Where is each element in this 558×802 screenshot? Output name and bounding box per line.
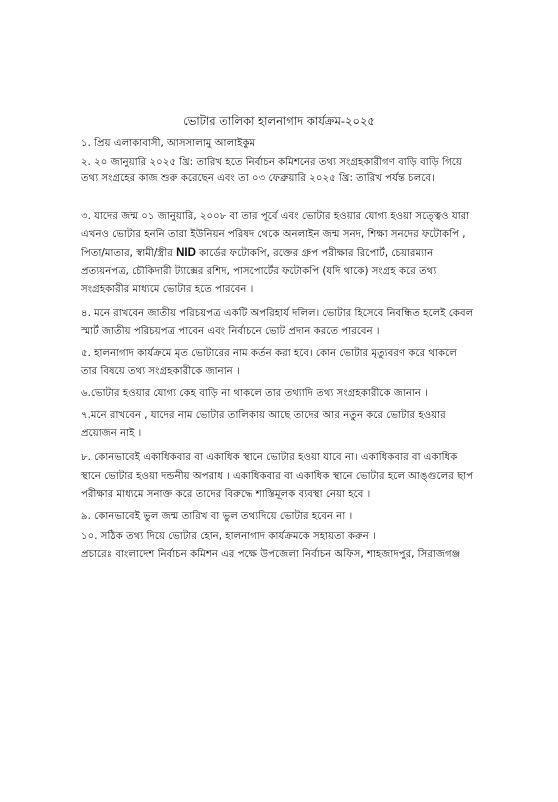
item-3-line-1: ৩. যাদের জন্ম ০১ জানুয়ারি, ২০০৮ বা তার পূর্বে এবং ভোটার হওয়ার যোগ্য হওয়া সত্ত্বেও যারা [81, 211, 470, 222]
item-3-line-4: প্রত্যয়নপত্র, চৌকিদারী ট্যাক্সের রশিদ, পাসপোর্টের ফটোকপি (যদি থাকে) সংগ্রহ করে তথ্য [81, 266, 437, 277]
item-3-line-3 [81, 246, 433, 261]
item-7-line-1: ৭.মনে রাখবেন , যাদের নাম ভোটার তালিকায় আছে তাদের আর নতুন করে ভোটার হওয়ার [81, 410, 446, 421]
item-6-line-1: ৬.ভোটার হওয়ার যোগ্য কেহ বাড়ি না থাকলে তার তথ্যাদি তথ্য সংগ্রহকারীকে জানান । [81, 388, 428, 399]
nid-line-prefix: পিতা/মাতার, স্বামী/স্ত্রীর [81, 248, 173, 259]
document-title: ভোটার তালিকা হালনাগাদ কার্যক্রম-২০২৫ [183, 114, 375, 128]
item-8-line-3: পরীক্ষার মাধ্যমে সনাক্ত করে তাদের বিরুদ্ধে শাস্তিমূলক ব্যবস্থা নেয়া হবে । [81, 489, 371, 500]
item-2-line-1: ২. ২০ জানুয়ারি ২০২৫ খ্রি: তারিখ হতে নির্বাচন কমিশনের তথ্য সংগ্রহকারীগণ বাড়ি বাড়ি গিয়ে [81, 157, 462, 168]
item-7-line-2: প্রয়োজন নাই । [81, 428, 142, 439]
nid-line-rest: কার্ডের ফটোকপি, রক্তের গ্রুপ পরীক্ষার রিপোর্ট, চেয়ারম্যান [199, 248, 434, 259]
item-5-line-1: ৫. হালনাগাদ কার্যক্রমে মৃত ভোটারের নাম কর্তন করা হবে। কোন ভোটার মৃত্যুবরণ করে থাকলে [81, 348, 457, 359]
footer-publisher: প্রচারেঃ বাংলাদেশ নির্বাচন কমিশন এর পক্ষে উপজেলা নির্বাচন অফিস, শাহজাদপুর, সিরাজগঞ্জ [81, 549, 461, 560]
item-1-line-1: ১. প্রিয় এলাকাবাসী, আসসালামু আলাইকুম [81, 138, 256, 149]
item-3-line-5: সংগ্রহকারীর মাধ্যমে ভোটার হতে পারবেন । [81, 284, 254, 295]
item-8-line-2: স্থানে ভোটার হওয়া দন্ডনীয় অপরাধ । একাধিকবার বা একাধিক স্থানে ভোটার হলে আঙ্গুলের ছাপ [81, 471, 474, 482]
item-5-line-2: তার বিষয়ে তথ্য সংগ্রহকারীকে জানান । [81, 366, 240, 377]
item-2-line-2: তথ্য সংগ্রহের কাজ শুরু করেছেন এবং তা ০৩ ফেব্রুয়ারি ২০২৫ খ্রি: তারিখ পর্যন্ত চলবে। [81, 173, 435, 184]
item-9-line-1: ৯. কোনভাবেই ভুল জন্ম তারিখ বা ভুল তথ্যদিয়ে ভোটার হবেন না । [81, 511, 353, 522]
item-8-line-1: ৮. কোনভাবেই একাধিকবার বা একাধিক স্থানে ভোটার হওয়া যাবে না। একাধিকবার বা একাধিক [81, 452, 458, 463]
nid-label: NID [176, 247, 196, 259]
item-4-line-1: ৪. মনে রাখবেন জাতীয় পরিচয়পত্র একটি অপরিহার্য দলিল। ভোটার হিসেবে নিবন্ধিত হলেই কেবল [81, 308, 474, 319]
item-4-line-2: স্মার্ট জাতীয় পরিচয়পত্র পাবেন এবং নির্বাচনে ভোট প্রদান করতে পারবেন । [81, 326, 380, 337]
item-10-line-1: ১০. সঠিক তথ্য দিয়ে ভোটার হোন, হালনাগাদ কার্যক্রমকে সহায়তা করুন । [81, 531, 376, 542]
item-3-line-2: এখনও ভোটার হননি তারা ইউনিয়ন পরিষদ থেকে অনলাইন জন্ম সনদ, শিক্ষা সনদের ফটোকপি , [81, 229, 466, 240]
